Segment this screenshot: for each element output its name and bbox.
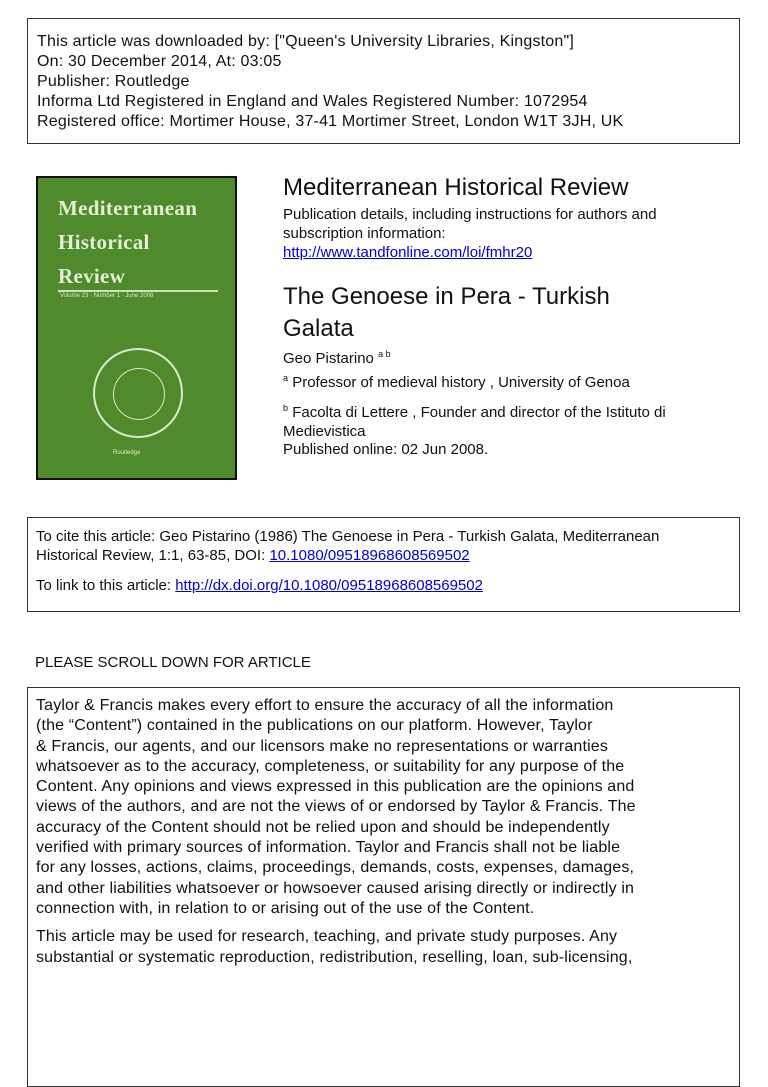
affiliation-b bbox=[283, 399, 733, 441]
author-line bbox=[283, 349, 391, 367]
citation-box bbox=[27, 517, 740, 612]
download-line: On: 30 December 2014, At: 03:05 bbox=[37, 53, 282, 70]
disclaimer-line: views of the authors, and are not the views of or endorsed by Taylor & Francis. The bbox=[36, 798, 636, 816]
citation-line: Historical Review, 1:1, 63-85, DOI: bbox=[36, 547, 270, 564]
cover-publisher-logo: Routledge bbox=[113, 450, 141, 456]
affiliation-a bbox=[283, 373, 630, 391]
author-name: Geo Pistarino bbox=[283, 350, 374, 367]
disclaimer-line: (the “Content”) contained in the publications on our platform. However, Taylor bbox=[36, 717, 593, 735]
disclaimer-line: whatsoever as to the accuracy, completeness, or suitability for any purpose of the bbox=[36, 757, 625, 775]
affiliation-text: Facolta di Lettere , Founder and director of the Istituto di bbox=[292, 404, 666, 421]
disclaimer-line: connection with, in relation to or arising out of the use of the Content. bbox=[36, 899, 535, 917]
disclaimer-line: substantial or systematic reproduction, redistribution, reselling, loan, sub-licensing, bbox=[36, 948, 633, 966]
disclaimer-line: and other liabilities whatsoever or howsoever caused arising directly or indirectly in bbox=[36, 879, 635, 897]
disclaimer-line: This article may be used for research, teaching, and private study purposes. Any bbox=[36, 928, 618, 946]
cover-title-line: Review bbox=[58, 264, 126, 288]
download-line: Registered office: Mortimer House, 37-41 Mortimer Street, London W1T 3JH, UK bbox=[37, 113, 624, 130]
journal-title: Mediterranean Historical Review bbox=[283, 174, 629, 201]
download-line: Informa Ltd Registered in England and Wales Registered Number: 1072954 bbox=[37, 93, 588, 110]
download-line: Publisher: Routledge bbox=[37, 73, 190, 90]
published-date: Published online: 02 Jun 2008. bbox=[283, 441, 489, 458]
cover-title-line: Historical bbox=[58, 230, 150, 254]
affiliation-text: Medievistica bbox=[283, 423, 366, 440]
details-line: Publication details, including instructions for authors and bbox=[283, 206, 657, 223]
link-label: To link to this article: bbox=[36, 577, 176, 594]
download-line: This article was downloaded by: ["Queen's University Libraries, Kingston"] bbox=[37, 33, 575, 50]
download-notice-box bbox=[27, 18, 740, 144]
disclaimer-box bbox=[27, 687, 740, 1087]
doi-link[interactable]: 10.1080/09518968608569502 bbox=[269, 547, 470, 564]
author-affiliation-marks: a b bbox=[378, 349, 391, 359]
article-doi-url-link[interactable]: http://dx.doi.org/10.1080/09518968608569502 bbox=[175, 577, 483, 594]
disclaimer-line: for any losses, actions, claims, proceedings, demands, costs, expenses, damages, bbox=[36, 859, 635, 877]
cover-volume-line: Volume 23 · Number 1 · June 2008 bbox=[60, 293, 154, 299]
details-line: subscription information: bbox=[283, 225, 446, 242]
article-title-line: The Genoese in Pera - Turkish bbox=[283, 283, 610, 310]
disclaimer-paragraph bbox=[36, 927, 739, 968]
disclaimer-paragraph bbox=[36, 696, 739, 919]
disclaimer-line: Content. Any opinions and views expressed in this publication are the opinions and bbox=[36, 778, 635, 796]
article-title-line: Galata bbox=[283, 315, 354, 342]
publication-details bbox=[283, 205, 723, 262]
disclaimer-line: Taylor & Francis makes every effort to ensure the accuracy of all the information bbox=[36, 697, 614, 714]
article-title bbox=[283, 281, 703, 345]
affiliation-mark: a bbox=[283, 373, 289, 383]
journal-cover-image bbox=[36, 176, 237, 480]
cover-rule bbox=[58, 290, 218, 292]
disclaimer-line: & Francis, our agents, and our licensors make no representations or warranties bbox=[36, 737, 608, 755]
cover-title-line: Mediterranean bbox=[58, 196, 198, 220]
citation-line: To cite this article: Geo Pistarino (1986) The Genoese in Pera - Turkish Galata, Mediterranean bbox=[36, 528, 660, 545]
scroll-down-note: PLEASE SCROLL DOWN FOR ARTICLE bbox=[35, 654, 311, 671]
cover-seal-icon bbox=[93, 348, 183, 438]
disclaimer-line: accuracy of the Content should not be relied upon and should be independently bbox=[36, 818, 610, 836]
affiliation-mark: b bbox=[283, 403, 289, 413]
journal-url-link[interactable]: http://www.tandfonline.com/loi/fmhr20 bbox=[283, 244, 533, 261]
affiliation-text: Professor of medieval history , University of Genoa bbox=[292, 374, 630, 391]
disclaimer-line: verified with primary sources of information. Taylor and Francis shall not be liable bbox=[36, 839, 621, 857]
